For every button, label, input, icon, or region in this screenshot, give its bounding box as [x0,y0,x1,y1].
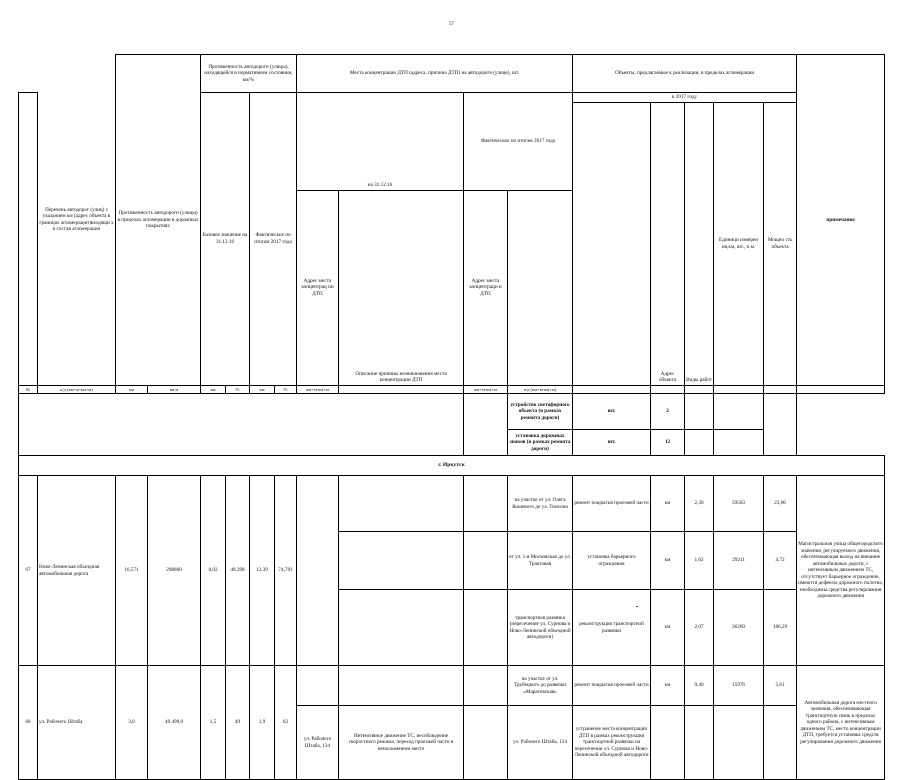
unit-cell: км [116,385,148,394]
unit-cell [651,706,685,780]
work-cell: реконструкция транспортной развязки [573,590,651,666]
row-number: 68 [19,666,38,780]
unit-cell: км [201,385,226,394]
work-cell: установка барьерного ограждения [573,532,651,590]
area-cell: 59503 [714,476,764,532]
header-year: в 2017 году [573,93,797,103]
unit-cell: км [651,666,685,706]
base-km: 1,5 [201,666,226,780]
header-length: Протяженность автодороги (улицы) в пределах агломерации в дорожных покрытиях [116,55,201,386]
unit-cell: кв.м [148,385,201,394]
row-note: Магистральная улица общегородского значения, регулируемого движения, обеспечивающая выход на внешние автомобильные дороги, с интенсивным движением ТС, отсутствует барьерное ограждение, имеются дефекты дорожного полотна, необходимы средства регулирования дорожного движения [797,476,885,666]
unit-cell: км [651,532,685,590]
unit-cell: а/д (км+м-км+м) [508,385,573,394]
area-cell: 15976 [714,666,764,706]
cost-cell: 5,61 [764,666,797,706]
header-normative: Протяженность автодороги (улицы), находящейся в нормативном состоянии, км/% [201,55,297,93]
fact-km: 12,39 [250,476,275,666]
header-dtp-places: Места концентрации ДТП (адреса, причина ДТП) на автодороге (улице), шт. [297,55,573,93]
header-dtp-reason: Описание причины возникновения места концентрации ДТП [339,190,464,385]
power-cell [685,706,714,780]
unit-cell: км [651,476,685,532]
page-number: 57 [449,22,454,27]
unit-cell: шт. [573,430,651,456]
length-m2: 298800 [148,476,201,666]
header-obj-addr: Адрес объекта [651,103,685,386]
scan-speck [636,606,638,607]
road-name: ул. Рабочего Штаба [38,666,116,780]
object-address: на участке от ул. Олега Кошевого до ул. Томсона [508,476,573,532]
city-header: г. Иркутск [19,456,885,476]
work-cell: устройство светофорного объекта (в рамках ремонта дороги) [508,394,573,430]
header-objects: Объекты, предлагаемые к реализации, в пределах агломерации [573,55,797,93]
power-cell: 0,40 [685,666,714,706]
base-pct: 49 [226,666,250,780]
length-m2: 48 490,0 [148,666,201,780]
area-cell: 29211 [714,532,764,590]
work-cell: ремонт покрытия проезжей части [573,476,651,532]
cost-cell: 4,72 [764,532,797,590]
area-cell: 36260 [714,590,764,666]
fact-km: 1,9 [250,666,275,780]
power-cell: 2,07 [685,590,714,666]
length-km: 3,0 [116,666,148,780]
base-pct: 48,398 [226,476,250,666]
dtp-address: ул. Рабочего Штаба, 134 [297,706,339,780]
header-work: Виды работ [685,103,714,386]
header-dtp-addr: Адрес места концентрац ии ДТП [297,190,339,385]
header-dtp-date: на 31.12.16 [297,93,464,191]
work-cell: устранение места концентрации ДТП в рамках реконструкции транспортной развязки на пересечении ул. Сурнова и Ново-Ленинской объездной автодороги [573,706,651,780]
unit-cell: км+м-км+м [297,385,339,394]
fact-pct: 62 [275,666,297,780]
cost-cell: 23,66 [764,476,797,532]
unit-cell: % [275,385,297,394]
header-num: № [19,385,38,394]
header-base: Базовое значение на 31.12.16 [201,93,250,386]
header-dtp-fact: Фактическое по итогам 2017 года [464,93,573,191]
object-address: транспортная развязка (пересечение ул. Сурнова и Ново-Ленинской объездной автодороги) [508,590,573,666]
dtp-reason: Интенсивное движение ТС, несоблюдение скоростного режима, переход проезжей части в неположенном месте [339,706,464,780]
unit-cell: км [250,385,275,394]
header-dtp-addr2: Адрес места концентраци и ДТП [464,190,508,385]
work-cell: установка дорожных знаков (в рамках ремонта дороги) [508,430,573,456]
object-address: от ул. 1-я Московская до ул. Трактовая [508,532,573,590]
object-address: ул. Рабочего Штаба, 134 [508,706,573,780]
fact-pct: 74,781 [275,476,297,666]
unit-cell: % [226,385,250,394]
unit-cell: км+м-км+м [464,385,508,394]
header-fact: Фактическое по итогам 2017 года [250,93,297,386]
cost-cell: 186,29 [764,590,797,666]
road-name: Ново-Ленинская объездная автомобильная дорога [38,476,116,666]
power-cell: 1,62 [685,532,714,590]
base-km: 8,02 [201,476,226,666]
row-note: Автомобильная дорога местного значения, обеспечивающая транспортную связь в пределах одного района, с интенсивным движением ТС, место концентрации ДТП, требуется установка средств регулирования дорожного движения [797,666,885,780]
header-note: примечание [797,55,885,386]
header-power: Мощно сть объекта [764,103,797,386]
area-cell [714,706,764,780]
cost-cell [764,706,797,780]
unit-cell: а/д (км+м-км+м) [38,385,116,394]
length-km: 16,571 [116,476,148,666]
power-cell: 2,30 [685,476,714,532]
work-cell: ремонт покрытия проезжей части [573,666,651,706]
header-unit: Единици измерен ия,км, шт., п.м. [714,103,764,386]
power-cell: 12 [651,430,685,456]
agglomeration-table [18,54,885,780]
unit-cell: шт. [573,394,651,430]
unit-cell: км [651,590,685,666]
power-cell: 2 [651,394,685,430]
row-number: 67 [19,476,38,666]
object-address: на участке от ул. Трубецкого до развязки «Маратовская» [508,666,573,706]
header-list: Перечень автодорог (улиц) с указанием км (адрес объекта в границах агломерации)входящи х в состав агломерации [39,206,114,232]
